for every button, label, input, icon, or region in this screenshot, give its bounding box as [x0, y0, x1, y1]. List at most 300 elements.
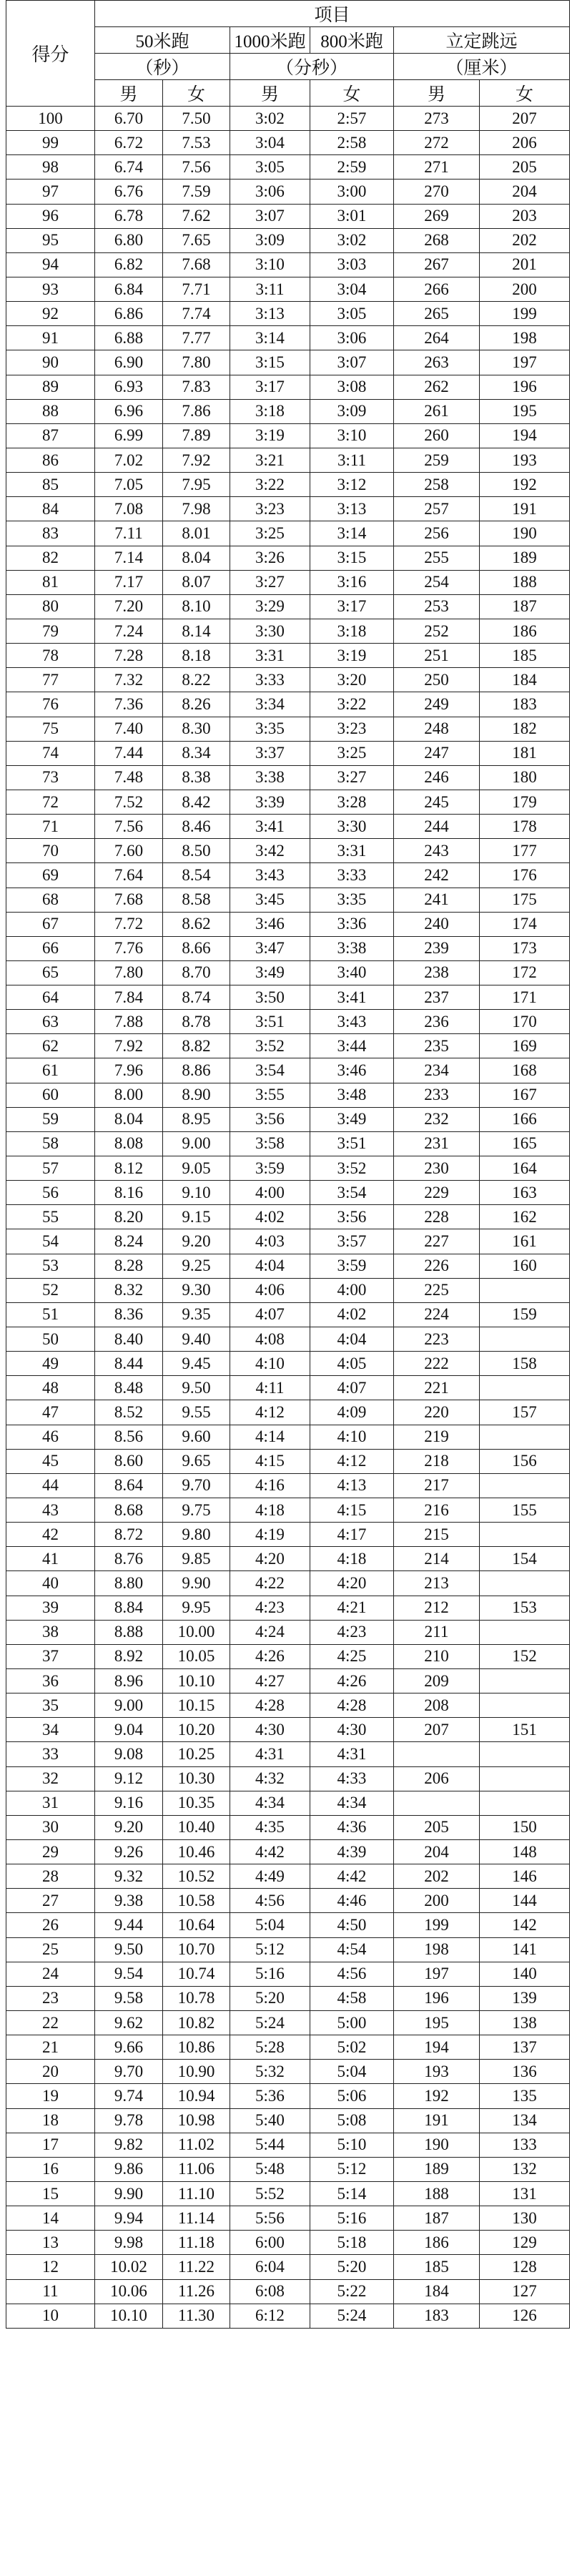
- table-body: [6, 107, 570, 2329]
- sprint-50m-female-cell: 10.35: [163, 1791, 230, 1815]
- sprint-50m-female-header: 女: [163, 80, 230, 107]
- long-jump-male-cell: 262: [394, 375, 480, 399]
- sprint-50m-male-cell: 7.36: [95, 692, 163, 717]
- table-row: [6, 131, 570, 155]
- run-1000m-male-cell: 5:20: [230, 1986, 310, 2010]
- run-800m-female-cell: 5:00: [310, 2010, 394, 2035]
- sprint-50m-female-cell: 10.94: [163, 2084, 230, 2108]
- long-jump-male-cell: 200: [394, 1889, 480, 1913]
- long-jump-female-cell: 146: [480, 1864, 570, 1889]
- long-jump-male-cell: 230: [394, 1156, 480, 1181]
- long-jump-male-cell: 194: [394, 2035, 480, 2060]
- long-jump-female-cell: 166: [480, 1107, 570, 1131]
- table-row: [6, 521, 570, 546]
- long-jump-male-cell: 216: [394, 1498, 480, 1523]
- run-800m-female-cell: 3:22: [310, 692, 394, 717]
- long-jump-male-cell: 244: [394, 815, 480, 839]
- sprint-50m-male-cell: 8.84: [95, 1596, 163, 1620]
- run-800m-female-cell: 3:56: [310, 1205, 394, 1229]
- long-jump-male-cell: 226: [394, 1254, 480, 1278]
- sprint-50m-male-cell: 9.54: [95, 1962, 163, 1986]
- run-1000m-male-cell: 6:12: [230, 2304, 310, 2328]
- run-1000m-male-cell: 4:26: [230, 1644, 310, 1668]
- table-row: [6, 2133, 570, 2157]
- long-jump-female-cell: 202: [480, 228, 570, 252]
- long-jump-male-cell: 187: [394, 2206, 480, 2231]
- table-row: [6, 1766, 570, 1791]
- table-row: [6, 1986, 570, 2010]
- sprint-50m-female-cell: 7.77: [163, 326, 230, 350]
- sprint-50m-male-cell: 8.96: [95, 1669, 163, 1693]
- long-jump-female-cell: 126: [480, 2304, 570, 2328]
- run-1000m-male-cell: 4:19: [230, 1523, 310, 1547]
- table-row: [6, 228, 570, 252]
- sprint-50m-male-cell: 7.05: [95, 473, 163, 497]
- long-jump-female-cell: 198: [480, 326, 570, 350]
- run-1000m-male-cell: 5:36: [230, 2084, 310, 2108]
- score-column-header: 得分: [6, 1, 95, 107]
- score-cell: 74: [6, 741, 95, 765]
- run-1000m-male-cell: 3:43: [230, 863, 310, 888]
- table-row: [6, 741, 570, 765]
- score-cell: 49: [6, 1352, 95, 1376]
- run-800m-female-cell: 5:10: [310, 2133, 394, 2157]
- long-jump-male-cell: 212: [394, 1596, 480, 1620]
- table-row: [6, 252, 570, 277]
- score-cell: 37: [6, 1644, 95, 1668]
- sprint-50m-female-cell: 10.58: [163, 1889, 230, 1913]
- table-row: [6, 2035, 570, 2060]
- sprint-50m-male-cell: 10.10: [95, 2304, 163, 2328]
- table-row: [6, 302, 570, 326]
- long-jump-male-cell: 245: [394, 790, 480, 814]
- run-1000m-male-cell: 3:21: [230, 448, 310, 472]
- run-800m-female-cell: 4:23: [310, 1620, 394, 1644]
- long-jump-male-cell: 253: [394, 594, 480, 619]
- table-row: [6, 668, 570, 692]
- long-jump-female-cell: 178: [480, 815, 570, 839]
- run-1000m-male-cell: 4:35: [230, 1815, 310, 1839]
- long-jump-female-cell: 180: [480, 765, 570, 790]
- score-cell: 96: [6, 204, 95, 228]
- sprint-50m-male-cell: 9.38: [95, 1889, 163, 1913]
- score-cell: 10: [6, 2304, 95, 2328]
- sprint-50m-female-cell: 8.22: [163, 668, 230, 692]
- run-1000m-header: 1000米跑: [230, 27, 310, 54]
- run-1000m-male-cell: 5:12: [230, 1937, 310, 1962]
- sprint-50m-female-cell: 7.80: [163, 350, 230, 375]
- table-row: [6, 1254, 570, 1278]
- long-jump-male-cell: 271: [394, 155, 480, 180]
- long-jump-female-cell: 148: [480, 1839, 570, 1864]
- long-jump-male-cell: 186: [394, 2231, 480, 2255]
- table-row: [6, 1327, 570, 1352]
- long-jump-female-cell: 138: [480, 2010, 570, 2035]
- long-jump-female-cell: [480, 1791, 570, 1815]
- table-row: [6, 1937, 570, 1962]
- long-jump-female-cell: 164: [480, 1156, 570, 1181]
- run-800m-female-cell: 2:57: [310, 107, 394, 131]
- run-800m-female-cell: 4:58: [310, 1986, 394, 2010]
- run-1000m-male-cell: 3:06: [230, 180, 310, 204]
- sprint-50m-female-cell: 7.50: [163, 107, 230, 131]
- long-jump-male-cell: 256: [394, 521, 480, 546]
- sprint-50m-male-cell: 7.72: [95, 912, 163, 936]
- run-800m-female-cell: 3:13: [310, 497, 394, 521]
- sprint-50m-male-cell: 7.76: [95, 936, 163, 960]
- run-1000m-male-cell: 4:32: [230, 1766, 310, 1791]
- score-cell: 84: [6, 497, 95, 521]
- run-1000m-male-cell: 4:22: [230, 1571, 310, 1596]
- long-jump-female-cell: 128: [480, 2255, 570, 2279]
- run-800m-female-cell: 4:46: [310, 1889, 394, 1913]
- long-jump-female-cell: [480, 1523, 570, 1547]
- long-jump-male-cell: 214: [394, 1547, 480, 1571]
- sprint-50m-female-cell: 8.78: [163, 1010, 230, 1034]
- long-jump-male-cell: 257: [394, 497, 480, 521]
- long-jump-male-cell: 219: [394, 1425, 480, 1449]
- score-cell: 75: [6, 717, 95, 741]
- score-cell: 22: [6, 2010, 95, 2035]
- long-jump-male-cell: 269: [394, 204, 480, 228]
- sprint-50m-male-cell: 9.94: [95, 2206, 163, 2231]
- sprint-50m-female-cell: 10.00: [163, 1620, 230, 1644]
- long-jump-female-cell: 154: [480, 1547, 570, 1571]
- sprint-50m-male-cell: 6.72: [95, 131, 163, 155]
- long-jump-female-cell: [480, 1571, 570, 1596]
- score-cell: 51: [6, 1302, 95, 1327]
- run-1000m-male-cell: 4:23: [230, 1596, 310, 1620]
- run-800m-female-cell: 3:06: [310, 326, 394, 350]
- long-jump-female-cell: 183: [480, 692, 570, 717]
- long-jump-male-cell: 229: [394, 1181, 480, 1205]
- score-cell: 65: [6, 960, 95, 985]
- run-800m-female-cell: 3:03: [310, 252, 394, 277]
- score-cell: 80: [6, 594, 95, 619]
- sprint-50m-female-cell: 8.70: [163, 960, 230, 985]
- score-cell: 13: [6, 2231, 95, 2255]
- long-jump-male-cell: 225: [394, 1278, 480, 1302]
- table-row: [6, 497, 570, 521]
- run-1000m-male-cell: 4:56: [230, 1889, 310, 1913]
- standing-long-jump-header: 立定跳远: [394, 27, 570, 54]
- long-jump-female-cell: 197: [480, 350, 570, 375]
- long-jump-female-cell: 152: [480, 1644, 570, 1668]
- table-row: [6, 473, 570, 497]
- sprint-50m-male-cell: 8.04: [95, 1107, 163, 1131]
- score-cell: 99: [6, 131, 95, 155]
- run-1000m-male-cell: 3:37: [230, 741, 310, 765]
- sprint-50m-female-cell: 7.59: [163, 180, 230, 204]
- long-jump-female-cell: 130: [480, 2206, 570, 2231]
- long-jump-male-cell: 189: [394, 2157, 480, 2181]
- table-row: [6, 1473, 570, 1498]
- score-cell: 38: [6, 1620, 95, 1644]
- run-1000m-male-cell: 3:11: [230, 277, 310, 301]
- run-800m-female-cell: 4:31: [310, 1742, 394, 1766]
- sprint-50m-male-cell: 7.52: [95, 790, 163, 814]
- sprint-50m-female-cell: 8.66: [163, 936, 230, 960]
- table-row: [6, 1571, 570, 1596]
- run-1000m-male-cell: 5:32: [230, 2060, 310, 2084]
- sprint-50m-male-cell: 7.32: [95, 668, 163, 692]
- long-jump-male-header: 男: [394, 80, 480, 107]
- score-cell: 40: [6, 1571, 95, 1596]
- long-jump-male-cell: 267: [394, 252, 480, 277]
- sprint-50m-female-cell: 10.70: [163, 1937, 230, 1962]
- long-jump-male-cell: 227: [394, 1229, 480, 1254]
- sprint-50m-female-cell: 9.15: [163, 1205, 230, 1229]
- table-row: [6, 1523, 570, 1547]
- sprint-50m-male-cell: 8.16: [95, 1181, 163, 1205]
- sprint-50m-female-cell: 10.20: [163, 1718, 230, 1742]
- sprint-50m-male-cell: 7.08: [95, 497, 163, 521]
- sprint-50m-male-cell: 8.56: [95, 1425, 163, 1449]
- long-jump-male-cell: 246: [394, 765, 480, 790]
- run-1000m-male-cell: 3:14: [230, 326, 310, 350]
- long-jump-female-cell: 170: [480, 1010, 570, 1034]
- long-jump-female-cell: 205: [480, 155, 570, 180]
- run-800m-female-cell: 4:25: [310, 1644, 394, 1668]
- sprint-50m-female-cell: 7.89: [163, 423, 230, 448]
- long-jump-male-cell: 238: [394, 960, 480, 985]
- table-row: [6, 277, 570, 301]
- run-1000m-male-cell: 4:16: [230, 1473, 310, 1498]
- long-jump-female-cell: 199: [480, 302, 570, 326]
- table-row: [6, 2084, 570, 2108]
- sprint-50m-male-cell: 8.68: [95, 1498, 163, 1523]
- table-row: [6, 1742, 570, 1766]
- run-1000m-male-cell: 3:22: [230, 473, 310, 497]
- run-800m-female-cell: 3:46: [310, 1058, 394, 1083]
- sprint-50m-male-cell: 8.72: [95, 1523, 163, 1547]
- run-800m-female-cell: 2:58: [310, 131, 394, 155]
- run-1000m-male-cell: 5:28: [230, 2035, 310, 2060]
- sprint-50m-female-cell: 9.20: [163, 1229, 230, 1254]
- long-jump-female-cell: 194: [480, 423, 570, 448]
- sprint-50m-female-cell: 8.46: [163, 815, 230, 839]
- long-jump-male-cell: 268: [394, 228, 480, 252]
- run-800m-female-cell: 4:07: [310, 1376, 394, 1400]
- standing-long-jump-unit: （厘米）: [394, 54, 570, 80]
- long-jump-female-cell: 131: [480, 2181, 570, 2206]
- score-cell: 69: [6, 863, 95, 888]
- table-row: [6, 2108, 570, 2133]
- table-row: [6, 2010, 570, 2035]
- long-jump-male-cell: 239: [394, 936, 480, 960]
- score-cell: 30: [6, 1815, 95, 1839]
- long-jump-female-cell: 168: [480, 1058, 570, 1083]
- score-cell: 54: [6, 1229, 95, 1254]
- long-jump-female-cell: 140: [480, 1962, 570, 1986]
- sprint-50m-female-cell: 11.14: [163, 2206, 230, 2231]
- score-cell: 25: [6, 1937, 95, 1962]
- long-jump-female-cell: [480, 1742, 570, 1766]
- table-row: [6, 1889, 570, 1913]
- sprint-50m-female-cell: 10.46: [163, 1839, 230, 1864]
- table-row: [6, 888, 570, 912]
- long-jump-male-cell: [394, 1791, 480, 1815]
- sprint-50m-female-cell: 10.98: [163, 2108, 230, 2133]
- score-cell: 32: [6, 1766, 95, 1791]
- table-row: [6, 815, 570, 839]
- sprint-50m-male-cell: 7.20: [95, 594, 163, 619]
- score-cell: 90: [6, 350, 95, 375]
- sprint-50m-male-cell: 9.16: [95, 1791, 163, 1815]
- sprint-50m-male-cell: 6.74: [95, 155, 163, 180]
- run-1000m-male-cell: 3:59: [230, 1156, 310, 1181]
- run-800m-female-cell: 3:31: [310, 839, 394, 863]
- score-cell: 18: [6, 2108, 95, 2133]
- sprint-50m-male-cell: 8.36: [95, 1302, 163, 1327]
- run-800m-female-cell: 5:22: [310, 2279, 394, 2304]
- long-jump-male-cell: 272: [394, 131, 480, 155]
- run-800m-female-header: 女: [310, 80, 394, 107]
- sprint-50m-female-cell: 9.40: [163, 1327, 230, 1352]
- run-1000m-male-cell: 3:42: [230, 839, 310, 863]
- sprint-50m-female-cell: 8.42: [163, 790, 230, 814]
- project-header: 项目: [95, 1, 570, 27]
- sprint-50m-male-cell: 7.44: [95, 741, 163, 765]
- sprint-50m-female-cell: 8.90: [163, 1083, 230, 1107]
- score-cell: 35: [6, 1693, 95, 1718]
- long-jump-male-cell: 210: [394, 1644, 480, 1668]
- sprint-50m-female-cell: 8.30: [163, 717, 230, 741]
- long-jump-female-header: 女: [480, 80, 570, 107]
- long-jump-male-cell: 250: [394, 668, 480, 692]
- long-jump-male-cell: 208: [394, 1693, 480, 1718]
- run-1000m-male-cell: 3:17: [230, 375, 310, 399]
- sprint-50m-male-cell: 9.20: [95, 1815, 163, 1839]
- sprint-50m-female-cell: 11.30: [163, 2304, 230, 2328]
- long-jump-male-cell: 232: [394, 1107, 480, 1131]
- table-row: [6, 1205, 570, 1229]
- score-cell: 86: [6, 448, 95, 472]
- run-800m-female-cell: 5:02: [310, 2035, 394, 2060]
- sprint-50m-female-cell: 8.34: [163, 741, 230, 765]
- run-800m-female-cell: 4:10: [310, 1425, 394, 1449]
- run-1000m-male-cell: 3:56: [230, 1107, 310, 1131]
- run-1000m-male-cell: 3:04: [230, 131, 310, 155]
- sprint-50m-female-cell: 11.18: [163, 2231, 230, 2255]
- table-row: [6, 155, 570, 180]
- long-jump-male-cell: 188: [394, 2181, 480, 2206]
- table-row: [6, 1620, 570, 1644]
- table-row: [6, 546, 570, 570]
- score-cell: 53: [6, 1254, 95, 1278]
- table-row: [6, 1596, 570, 1620]
- run-1000m-male-cell: 5:16: [230, 1962, 310, 1986]
- score-cell: 21: [6, 2035, 95, 2060]
- table-row: [6, 1449, 570, 1473]
- long-jump-female-cell: 141: [480, 1937, 570, 1962]
- long-jump-female-cell: 184: [480, 668, 570, 692]
- long-jump-male-cell: 260: [394, 423, 480, 448]
- long-jump-male-cell: 243: [394, 839, 480, 863]
- sprint-50m-male-cell: 8.64: [95, 1473, 163, 1498]
- run-800m-female-cell: 3:49: [310, 1107, 394, 1131]
- table-row: [6, 1010, 570, 1034]
- sprint-50m-female-cell: 8.74: [163, 985, 230, 1010]
- long-jump-female-cell: [480, 1425, 570, 1449]
- sprint-50m-male-cell: 6.88: [95, 326, 163, 350]
- score-cell: 100: [6, 107, 95, 131]
- run-1000m-male-cell: 4:31: [230, 1742, 310, 1766]
- sprint-50m-male-cell: 8.20: [95, 1205, 163, 1229]
- sprint-50m-female-cell: 9.55: [163, 1400, 230, 1425]
- long-jump-female-cell: 204: [480, 180, 570, 204]
- run-1000m-male-cell: 5:24: [230, 2010, 310, 2035]
- long-jump-male-cell: 198: [394, 1937, 480, 1962]
- run-800m-female-cell: 3:00: [310, 180, 394, 204]
- run-800m-female-cell: 3:15: [310, 546, 394, 570]
- long-jump-female-cell: 151: [480, 1718, 570, 1742]
- table-row: [6, 1913, 570, 1937]
- score-cell: 91: [6, 326, 95, 350]
- run-800m-female-cell: 4:56: [310, 1962, 394, 1986]
- run-1000m-male-cell: 3:19: [230, 423, 310, 448]
- long-jump-male-cell: 217: [394, 1473, 480, 1498]
- long-jump-female-cell: 142: [480, 1913, 570, 1937]
- sprint-50m-male-cell: 9.82: [95, 2133, 163, 2157]
- score-cell: 57: [6, 1156, 95, 1181]
- table-row: [6, 1131, 570, 1156]
- run-1000m-male-cell: 3:07: [230, 204, 310, 228]
- long-jump-female-cell: [480, 1693, 570, 1718]
- sprint-50m-male-cell: 6.84: [95, 277, 163, 301]
- run-1000m-male-cell: 3:09: [230, 228, 310, 252]
- run-1000m-male-cell: 3:10: [230, 252, 310, 277]
- sprint-50m-male-cell: 8.44: [95, 1352, 163, 1376]
- run-800m-female-cell: 3:14: [310, 521, 394, 546]
- sprint-50m-male-cell: 7.84: [95, 985, 163, 1010]
- sprint-50m-female-cell: 7.83: [163, 375, 230, 399]
- table-row: [6, 2231, 570, 2255]
- table-row: [6, 1278, 570, 1302]
- sprint-50m-female-cell: 10.10: [163, 1669, 230, 1693]
- long-jump-female-cell: 159: [480, 1302, 570, 1327]
- long-jump-female-cell: [480, 1278, 570, 1302]
- score-cell: 52: [6, 1278, 95, 1302]
- long-jump-male-cell: 195: [394, 2010, 480, 2035]
- table-row: [6, 1058, 570, 1083]
- sprint-50m-female-cell: 11.26: [163, 2279, 230, 2304]
- sprint-50m-unit: （秒）: [95, 54, 230, 80]
- run-800m-female-cell: 3:43: [310, 1010, 394, 1034]
- run-800m-female-cell: 4:15: [310, 1498, 394, 1523]
- long-jump-male-cell: 241: [394, 888, 480, 912]
- score-cell: 17: [6, 2133, 95, 2157]
- score-cell: 98: [6, 155, 95, 180]
- table-row: [6, 594, 570, 619]
- long-jump-female-cell: 171: [480, 985, 570, 1010]
- run-1000m-male-cell: 3:45: [230, 888, 310, 912]
- scoring-table-container: [6, 0, 569, 2329]
- sprint-50m-male-cell: 7.24: [95, 619, 163, 643]
- long-jump-male-cell: 192: [394, 2084, 480, 2108]
- long-jump-male-cell: 193: [394, 2060, 480, 2084]
- long-jump-male-cell: 251: [394, 644, 480, 668]
- score-cell: 36: [6, 1669, 95, 1693]
- sprint-50m-female-cell: 8.86: [163, 1058, 230, 1083]
- score-cell: 48: [6, 1376, 95, 1400]
- long-jump-male-cell: 215: [394, 1523, 480, 1547]
- run-1000m-male-cell: 4:15: [230, 1449, 310, 1473]
- long-jump-male-cell: 228: [394, 1205, 480, 1229]
- run-800m-female-cell: 3:20: [310, 668, 394, 692]
- distance-run-unit: （分秒）: [230, 54, 394, 80]
- run-1000m-male-cell: 4:03: [230, 1229, 310, 1254]
